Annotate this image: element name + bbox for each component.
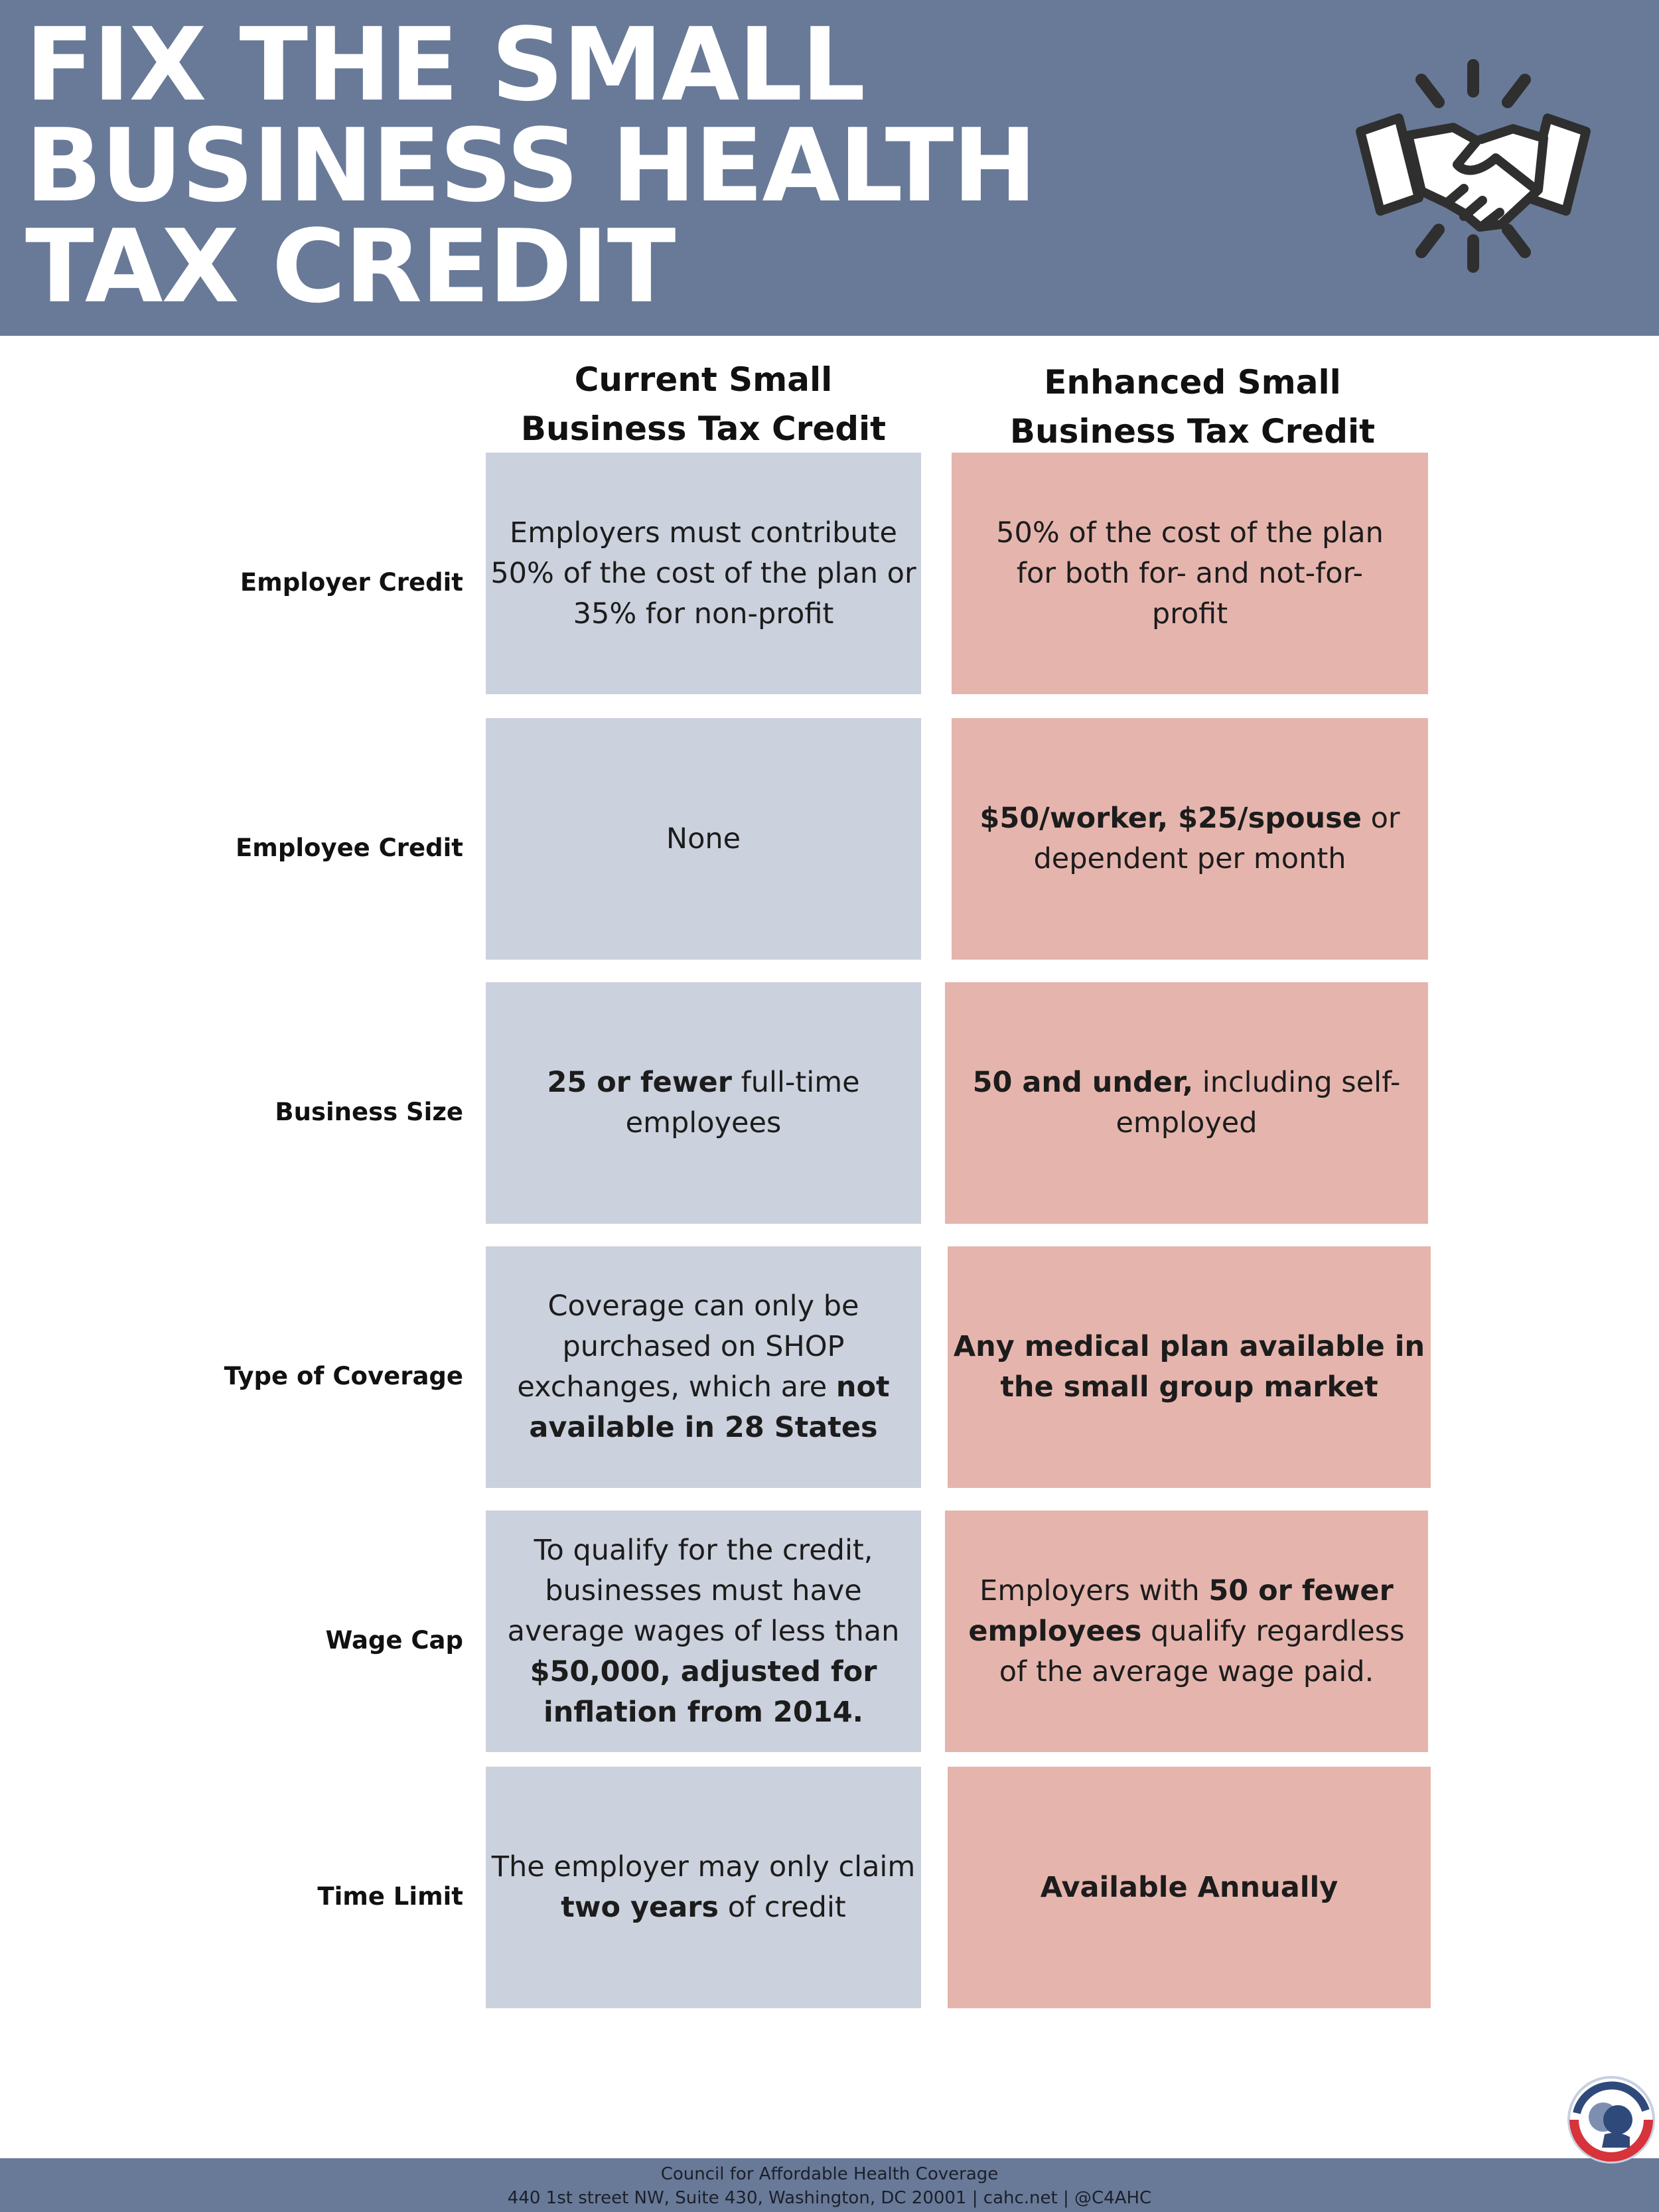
cell-text: 50% of the cost of the plan for both for- and not-for- profit — [996, 516, 1384, 630]
cell-text: Employers with 50 or fewer employees qualify regardless of the average wage paid. — [968, 1574, 1405, 1688]
row-label: Time Limit — [317, 1882, 463, 1911]
cell-text: Employers must contribute 50% of the cost of the plan or 35% for non-profit — [490, 516, 916, 630]
cell-text: Available Annually — [1040, 1870, 1338, 1904]
current-credit-cell — [486, 982, 921, 1224]
enhanced-credit-cell — [952, 453, 1428, 694]
title-line-1: FIX THE SMALL — [25, 6, 865, 123]
cell-text: $50/worker, $25/spouse or dependent per month — [979, 802, 1400, 875]
enhanced-credit-cell — [945, 982, 1428, 1224]
row-label: Employer Credit — [240, 568, 463, 597]
cell-text: 25 or fewer full-time employees — [547, 1066, 860, 1140]
cell-text: Any medical plan available in the small group market — [953, 1330, 1425, 1404]
cell-text: 50 and under, including self- employed — [972, 1066, 1401, 1140]
page-title — [25, 6, 1036, 325]
title-line-3: TAX CREDIT — [25, 208, 675, 325]
row-label: Employee Credit — [236, 834, 463, 862]
footer-org: Council for Affordable Health Coverage — [660, 2164, 999, 2184]
current-credit-cell — [486, 718, 921, 960]
current-credit-cell — [486, 1511, 921, 1752]
header-banner — [0, 0, 1659, 336]
footer — [0, 2158, 1659, 2212]
row-label: Wage Cap — [325, 1626, 463, 1655]
enhanced-credit-cell — [948, 1246, 1431, 1488]
column-header-enhanced: Enhanced Small Business Tax Credit — [1009, 363, 1376, 451]
column-header-current: Current Small Business Tax Credit — [520, 360, 887, 448]
handshake-icon — [1347, 53, 1599, 279]
enhanced-credit-cell — [948, 1767, 1431, 2008]
cell-text: Coverage can only be purchased on SHOP exchanges, which are not available in 28 States — [517, 1290, 890, 1444]
cell-text: None — [666, 822, 741, 855]
row-label: Type of Coverage — [224, 1362, 463, 1390]
current-credit-cell — [486, 1246, 921, 1488]
current-credit-cell — [486, 1767, 921, 2008]
cell-text: To qualify for the credit, businesses must have average wages of less than $50,000, adjusted for inflation from 2014. — [507, 1533, 900, 1729]
cahc-logo-icon — [1565, 2073, 1658, 2166]
title-line-2: BUSINESS HEALTH — [25, 107, 1036, 224]
current-credit-cell — [486, 453, 921, 694]
cell-text: The employer may only claim two years of credit — [491, 1850, 916, 1924]
enhanced-credit-cell — [952, 718, 1428, 960]
row-label: Business Size — [275, 1098, 463, 1126]
footer-address: 440 1st street NW, Suite 430, Washington, DC 20001 | cahc.net | @C4AHC — [507, 2188, 1152, 2208]
enhanced-credit-cell — [945, 1511, 1428, 1752]
